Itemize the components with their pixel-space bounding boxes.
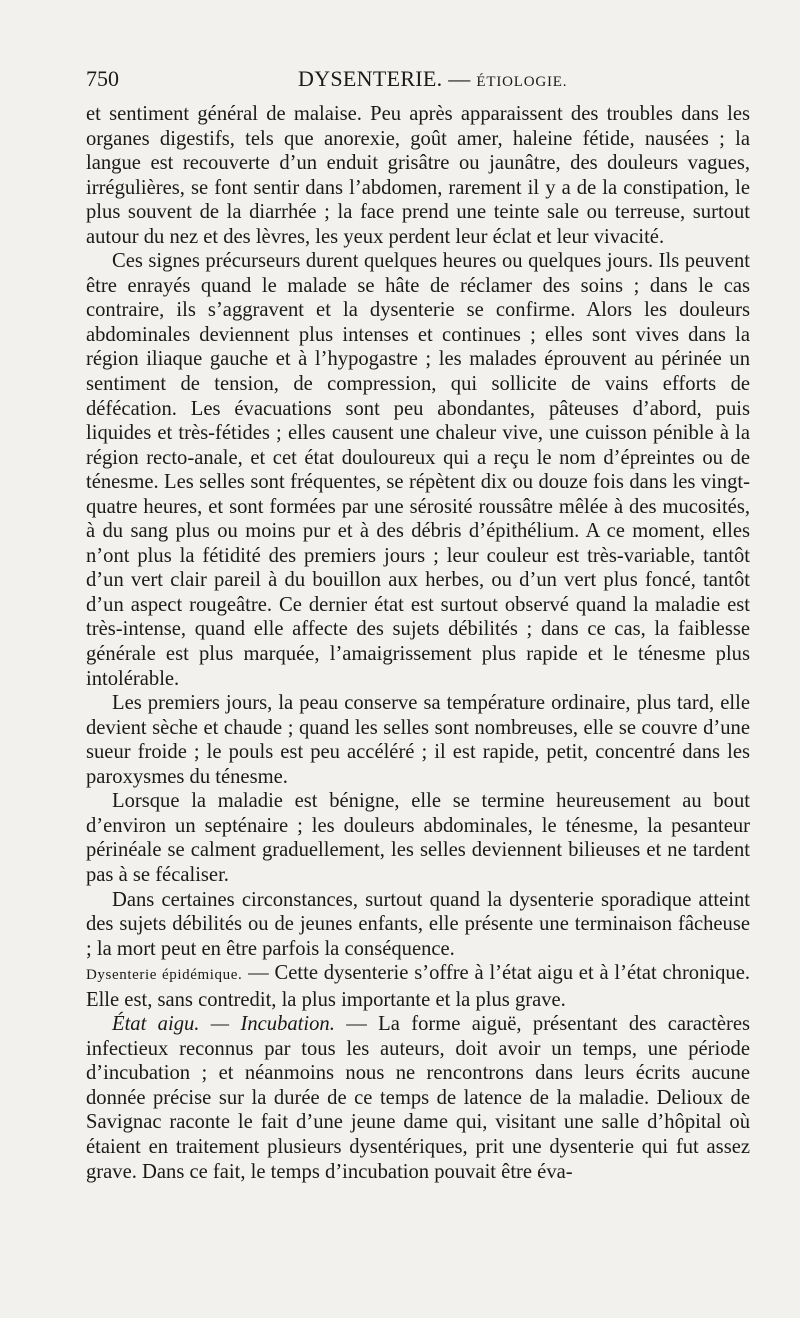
paragraph: Les premiers jours, la peau conserve sa température ordinaire, plus tard, elle devient sèche et chaude ; quand les selles sont nombreuses, elle se couvre d’une sueur froide ; le pouls est peu accéléré ; il est rapide, petit, concentré dans les paroxysmes du ténesme. (86, 692, 750, 788)
paragraph: et sentiment général de malaise. Peu après apparaissent des troubles dans les organes digestifs, tels que anorexie, goût amer, haleine fétide, nausées ; la langue est recouverte d’un enduit grisâtre ou jaunâtre, des douleurs vagues, irrégulières, se font sentir dans l’abdomen, rarement il y a de la constipation, le plus souvent de la diarrhée ; la face prend une teinte sale ou terreuse, surtout autour du nez et des lèvres, les yeux perdent leur éclat et leur vivacité. (86, 103, 750, 248)
chapter-title: DYSENTERIE. (298, 66, 443, 91)
subsection-heading: État aigu. — Incubation. (112, 1013, 335, 1036)
body-text (86, 102, 750, 1184)
title-separator: — (448, 66, 471, 91)
paragraph: Dans certaines circonstances, surtout quand la dysenterie sporadique atteint des sujets débilités ou de jeunes enfants, elle présente une terminaison fâcheuse ; la mort peut en être parfois la conséquence. (86, 888, 750, 960)
paragraph-text: — La forme aiguë, présentant des caractères infectieux reconnus par tous les auteurs, doit avoir un temps, une période d’incubation ; et néanmoins nous ne rencontrons dans leurs écrits aucune donnée précise sur la durée de ce temps de latence de la maladie. Delioux de Savignac raconte le fait d’une jeune dame qui, visitant une salle d’hôpital où étaient en traitement plusieurs dysentériques, prit une dysenterie qui fut assez grave. Dans ce fait, le temps d’incubation pouvait être éva- (86, 1013, 750, 1183)
page-number: 750 (86, 66, 119, 91)
section-subtitle: ÉTIOLOGIE. (476, 74, 568, 90)
paragraph (86, 961, 750, 1012)
running-header (86, 66, 746, 96)
section-heading: Dysenterie épidémique. (86, 967, 243, 984)
paragraph-text: — Cette dysenterie s’offre à l’état aigu et à l’état chronique. Elle est, sans contredit, la plus importante et la plus grave. (86, 962, 750, 1011)
running-title (298, 66, 567, 92)
paragraph: Lorsque la maladie est bénigne, elle se termine heureusement au bout d’environ un septénaire ; les douleurs abdominales, le ténesme, la pesanteur périnéale se calment graduellement, les selles deviennent bilieuses et ne tardent pas à se fécaliser. (86, 790, 750, 886)
paragraph: Ces signes précurseurs durent quelques heures ou quelques jours. Ils peuvent être enrayés quand le malade se hâte de réclamer des soins ; dans le cas contraire, ils s’aggravent et la dysenterie se confirme. Alors les douleurs abdominales deviennent plus intenses et continues ; elles sont vives dans la région iliaque gauche et à l’hypogastre ; les malades éprouvent au périnée un sentiment de tension, de compression, qui sollicite de vains efforts de défécation. Les évacuations sont peu abondantes, pâteuses d’abord, puis liquides et très-fétides ; elles causent une chaleur vive, une cuisson pénible à la région recto-anale, et cet état douloureux qui a reçu le nom d’épreintes ou de ténesme. Les selles sont fréquentes, se répètent dix ou douze fois dans les vingt-quatre heures, et sont formées par une sérosité roussâtre mêlée à des mucosités, à du sang plus ou moins pur et à des débris d’épithélium. A ce moment, elles n’ont plus la fétidité des premiers jours ; leur couleur est très-variable, tantôt d’un vert clair pareil à du bouillon aux herbes, ou d’un vert plus foncé, tantôt d’un aspect rougeâtre. Ce dernier état est surtout observé quand la maladie est très-intense, quand elle affecte des sujets débilités ; dans ce cas, la faiblesse générale est plus marquée, l’amaigrissement plus rapide et le ténesme plus intolérable. (86, 250, 750, 690)
paragraph (86, 1012, 750, 1184)
